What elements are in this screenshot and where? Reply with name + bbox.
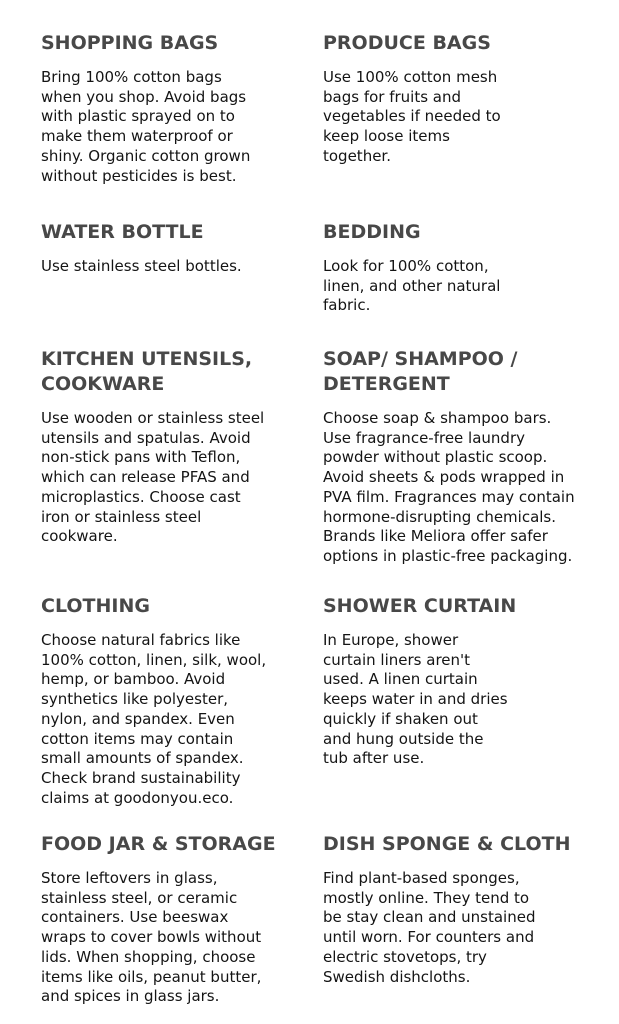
section-title: KITCHEN UTENSILS, COOKWARE <box>41 348 253 395</box>
section-shower-curtain <box>323 594 585 769</box>
section-body: In Europe, shower curtain liners aren't used. A linen curtain keeps water in and dries quickly if shaken out and hung outside the tub after use. <box>323 631 508 768</box>
section-title: BEDDING <box>323 221 421 243</box>
section-bedding <box>323 220 585 316</box>
section-body: Bring 100% cotton bags when you shop. Avoid bags with plastic sprayed on to make them waterproof or shiny. Organic cotton grown without pesticides is best. <box>41 68 251 185</box>
section-title: FOOD JAR & STORAGE <box>41 833 276 855</box>
section-title: SOAP/ SHAMPOO / DETERGENT <box>323 348 518 395</box>
section-water-bottle <box>41 220 303 277</box>
section-body: Look for 100% cotton, linen, and other natural fabric. <box>323 257 501 315</box>
section-clothing <box>41 594 303 808</box>
section-body: Find plant-based sponges, mostly online. They tend to be stay clean and unstained until worn. For counters and electric stovetops, try Swedish dishcloths. <box>323 869 536 986</box>
section-title: CLOTHING <box>41 595 150 617</box>
section-title: DISH SPONGE & CLOTH <box>323 833 571 855</box>
section-food-jar-storage <box>41 832 303 1007</box>
section-body: Use 100% cotton mesh bags for fruits and vegetables if needed to keep loose items together. <box>323 68 501 165</box>
section-shopping-bags <box>41 31 303 186</box>
section-body: Store leftovers in glass, stainless steel, or ceramic containers. Use beeswax wraps to cover bowls without lids. When shopping, choose items like oils, peanut butter, and spices in glass jars. <box>41 869 262 1006</box>
section-body: Use stainless steel bottles. <box>41 257 242 275</box>
section-title: SHOPPING BAGS <box>41 32 219 54</box>
section-title: SHOWER CURTAIN <box>323 595 517 617</box>
section-body: Use wooden or stainless steel utensils and spatulas. Avoid non-stick pans with Teflon, which can release PFAS and microplastics. Choose cast iron or stainless steel cookware. <box>41 409 265 546</box>
section-soap-shampoo <box>323 347 585 567</box>
section-title: PRODUCE BAGS <box>323 32 491 54</box>
section-body: Choose soap & shampoo bars. Use fragrance-free laundry powder without plastic scoop. Avoid sheets & pods wrapped in PVA film. Fragrances may contain hormone-disrupting chemicals. Brands like Meliora offer safer options in plastic-free packaging. <box>323 409 575 565</box>
section-title: WATER BOTTLE <box>41 221 204 243</box>
section-produce-bags <box>323 31 585 167</box>
section-kitchen-utensils <box>41 347 303 547</box>
section-body: Choose natural fabrics like 100% cotton, linen, silk, wool, hemp, or bamboo. Avoid synthetics like polyester, nylon, and spandex. Even cotton items may contain small amounts of spandex. Check brand sustainability claims at goodonyou.eco. <box>41 631 267 807</box>
section-dish-sponge-cloth <box>323 832 585 987</box>
